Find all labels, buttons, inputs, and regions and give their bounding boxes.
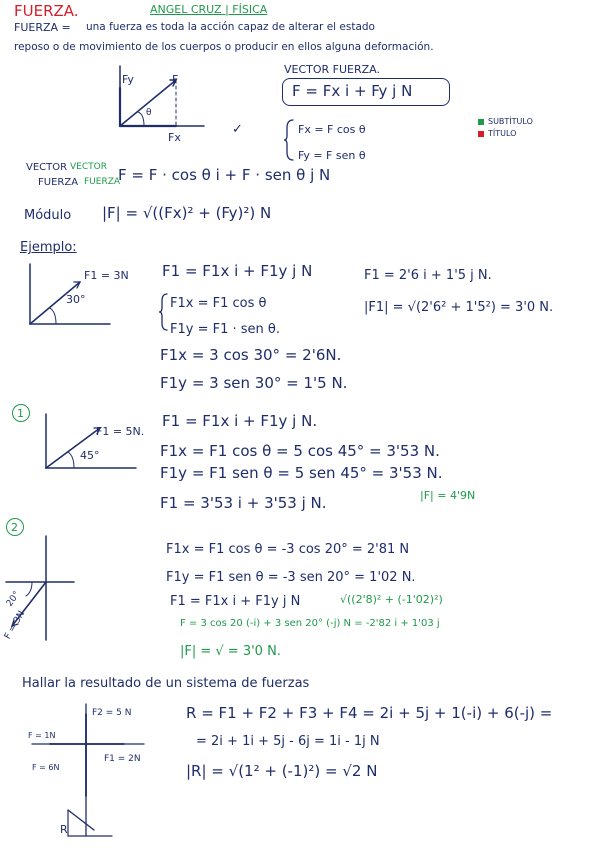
fig-label-f: F: [172, 73, 179, 86]
modulo-formula: |F| = √((Fx)² + (Fy)²) N: [102, 204, 272, 222]
legend-subtitle: [478, 117, 533, 126]
legend-label: SUBTÍTULO: [488, 117, 533, 126]
ejemplo-line-3: F1y = F1 · sen θ.: [170, 322, 280, 337]
ex1-line-3: F1y = F1 sen θ = 5 sen 45° = 3'53 N.: [160, 464, 443, 482]
modulo-label: Módulo: [24, 208, 72, 223]
fig-label-fx: Fx: [168, 131, 181, 144]
res-fig-f1: F1 = 2N: [104, 754, 141, 764]
resultante-line-2: = 2i + 1i + 5j - 6j = 1i - 1j N: [196, 734, 380, 749]
legend-title: [478, 129, 516, 138]
ejemplo-line-2: F1x = F1 cos θ: [170, 296, 267, 311]
vector-fuerza-full-formula: F = F · cos θ i + F · sen θ j N: [118, 166, 331, 184]
ex2-angle-label: 20°: [4, 589, 23, 609]
ex1-modulo: |F| = 4'9N: [420, 489, 476, 502]
legend-swatch: [478, 119, 484, 125]
ex2-line-1: F1x = F1 cos θ = -3 cos 20° = 2'81 N: [166, 542, 410, 557]
legend-swatch: [478, 131, 484, 137]
fig-label-theta: θ: [146, 108, 152, 118]
ex1-f-label: F1 = 5N.: [96, 425, 145, 438]
resultante-heading: Hallar la resultado de un sistema de fuerzas: [22, 676, 310, 691]
fig-label-fy: Fy: [122, 73, 134, 86]
res-fig-r: R: [60, 823, 68, 836]
ex1-line-2: F1x = F1 cos θ = 5 cos 45° = 3'53 N.: [160, 442, 440, 460]
ex2-line-4: F = 3 cos 20 (-i) + 3 sen 20° (-j) N = -2'82 i + 1'03 j: [180, 618, 440, 629]
ex2-line-2: F1y = F1 sen θ = -3 sen 20° = 1'02 N.: [166, 570, 416, 585]
res-fig-f4: F = 6N: [32, 763, 60, 772]
vector-force-diagram: [100, 58, 210, 138]
resultante-line-3: |R| = √(1² + (-1)²) = √2 N: [186, 762, 378, 780]
ex1-line-1: F1 = F1x i + F1y j N.: [162, 412, 318, 430]
check-mark: ✓: [232, 122, 243, 137]
definition-label: FUERZA =: [14, 21, 71, 34]
ex2-line-3b: √((2'8)² + (-1'02)²): [340, 593, 443, 606]
definition-text-2: reposo o de movimiento de los cuerpos o producir en ellos alguna deformación.: [14, 41, 434, 53]
ejemplo-heading: Ejemplo:: [20, 240, 77, 255]
fx-formula: Fx = F cos θ: [298, 123, 366, 136]
res-fig-f2: F2 = 5 N: [92, 708, 132, 718]
fuerza-label: FUERZA: [38, 177, 79, 188]
fuerza-label-green: FUERZA: [84, 177, 121, 187]
ejemplo-f-label: F1 = 3N: [84, 269, 129, 282]
ejemplo-line-5: F1y = 3 sen 30° = 1'5 N.: [160, 374, 348, 392]
ejemplo-result-2: |F1| = √(2'6² + 1'5²) = 3'0 N.: [364, 300, 554, 315]
page-title: FUERZA.: [14, 2, 79, 20]
fy-formula: Fy = F sen θ: [298, 149, 366, 162]
example-number: 2: [11, 521, 18, 534]
legend-label: TÍTULO: [488, 129, 517, 138]
ex2-f-label: F = 3N: [2, 609, 28, 642]
ejemplo-line-1: F1 = F1x i + F1y j N: [162, 262, 313, 280]
ex2-modulo: |F| = √ = 3'0 N.: [180, 644, 281, 659]
page-subtitle: ANGEL CRUZ | FÍSICA: [150, 3, 268, 16]
definition-text-1: una fuerza es toda la acción capaz de alterar el estado: [86, 21, 375, 33]
ex2-line-3: F1 = F1x i + F1y j N: [170, 594, 301, 609]
res-fig-f3: F = 1N: [28, 731, 56, 740]
example-number: 1: [17, 407, 24, 420]
resultante-line-1: R = F1 + F2 + F3 + F4 = 2i + 5j + 1(-i) + 6(-j) =: [186, 704, 553, 722]
example-1-diagram: [40, 412, 140, 472]
ejemplo-angle-label: 30°: [66, 293, 86, 306]
ejemplo-line-4: F1x = 3 cos 30° = 2'6N.: [160, 346, 342, 364]
ex1-line-4: F1 = 3'53 i + 3'53 j N.: [160, 494, 327, 512]
vector-fuerza-formula: F = Fx i + Fy j N: [292, 82, 413, 100]
brace-icon: [158, 292, 168, 332]
ejemplo-result-1: F1 = 2'6 i + 1'5 j N.: [364, 268, 492, 283]
vector-label: VECTOR: [26, 162, 68, 173]
brace-icon: [283, 118, 295, 162]
ex1-angle-label: 45°: [80, 449, 100, 462]
vector-label-green: VECTOR: [70, 162, 107, 172]
vector-fuerza-heading: VECTOR FUERZA.: [284, 63, 381, 76]
